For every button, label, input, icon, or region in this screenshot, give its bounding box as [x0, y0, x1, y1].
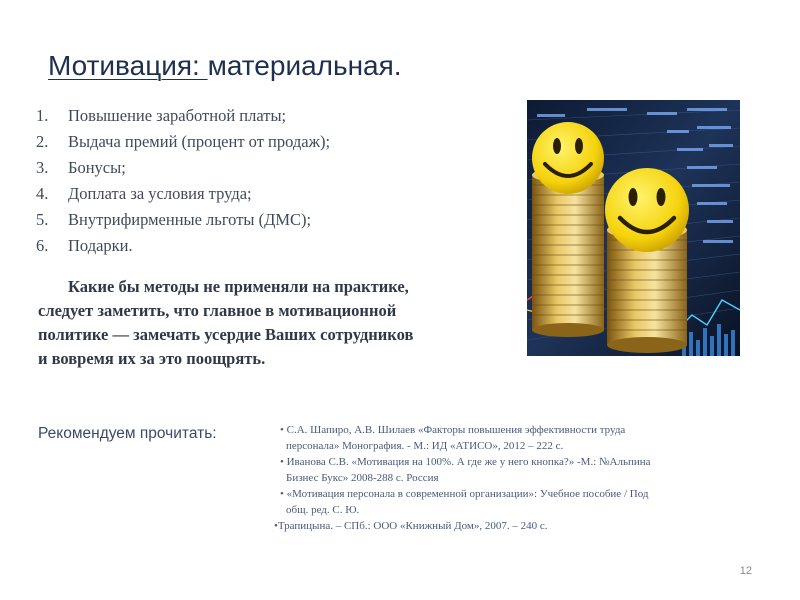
list-item-text: Выдача премий (процент от продаж);	[68, 132, 331, 151]
list-item-text: Подарки.	[68, 236, 133, 255]
list-item	[36, 233, 330, 259]
recommend-label: Рекомендуем прочитать:	[38, 425, 217, 442]
title-prefix: Мотивация:	[48, 50, 208, 81]
reference-line: общ. ред. С. Ю.	[286, 504, 360, 516]
slide-title	[48, 50, 402, 82]
list-item-number: 4.	[36, 184, 49, 203]
list-item	[36, 155, 330, 181]
list-item-number: 5.	[36, 210, 49, 229]
reference-line: персонала» Монография. - М.: ИД «АТИСО», 2012 – 222 с.	[286, 440, 564, 452]
list-item-number: 6.	[36, 236, 49, 255]
title-rest: материальная.	[207, 50, 402, 81]
list-item	[36, 207, 330, 233]
list-item-text: Бонусы;	[68, 158, 126, 177]
reference-line: • Иванова С.В. «Мотивация на 100%. А где же у него кнопка?» -М.: №Альпина	[280, 456, 651, 468]
reference-line: •Трапицына. – СПб.: ООО «Книжный Дом», 2007. – 240 с.	[274, 520, 548, 532]
list-item	[36, 181, 330, 207]
list-item	[36, 129, 330, 155]
reference-line: • «Мотивация персонала в современной организации»: Учебное пособие / Под	[280, 488, 649, 500]
reference-line: Бизнес Букс» 2008-288 с. Россия	[286, 472, 439, 484]
smiley-coins-photo	[527, 100, 740, 356]
quote-line: политике — замечать усердие Ваших сотрудников	[38, 325, 414, 344]
list-item-number: 3.	[36, 158, 49, 177]
quote-line: и вовремя их за это поощрять.	[38, 349, 266, 368]
reference-line: • С.А. Шапиро, А.В. Шилаев «Факторы повышения эффективности труда	[280, 424, 626, 436]
quote-line: следует заметить, что главное в мотивационной	[38, 301, 397, 320]
list-item	[36, 103, 330, 129]
quote-paragraph	[38, 275, 508, 371]
motivation-list	[36, 103, 330, 259]
quote-line: Какие бы методы не применяли на практике,	[68, 277, 409, 296]
list-item-text: Повышение заработной платы;	[68, 106, 287, 125]
list-item-text: Доплата за условия труда;	[68, 184, 252, 203]
references-list	[274, 422, 754, 534]
slide-number: 12	[739, 565, 752, 577]
list-item-text: Внутрифирменные льготы (ДМС);	[68, 210, 312, 229]
list-item-number: 1.	[36, 106, 49, 125]
list-item-number: 2.	[36, 132, 49, 151]
